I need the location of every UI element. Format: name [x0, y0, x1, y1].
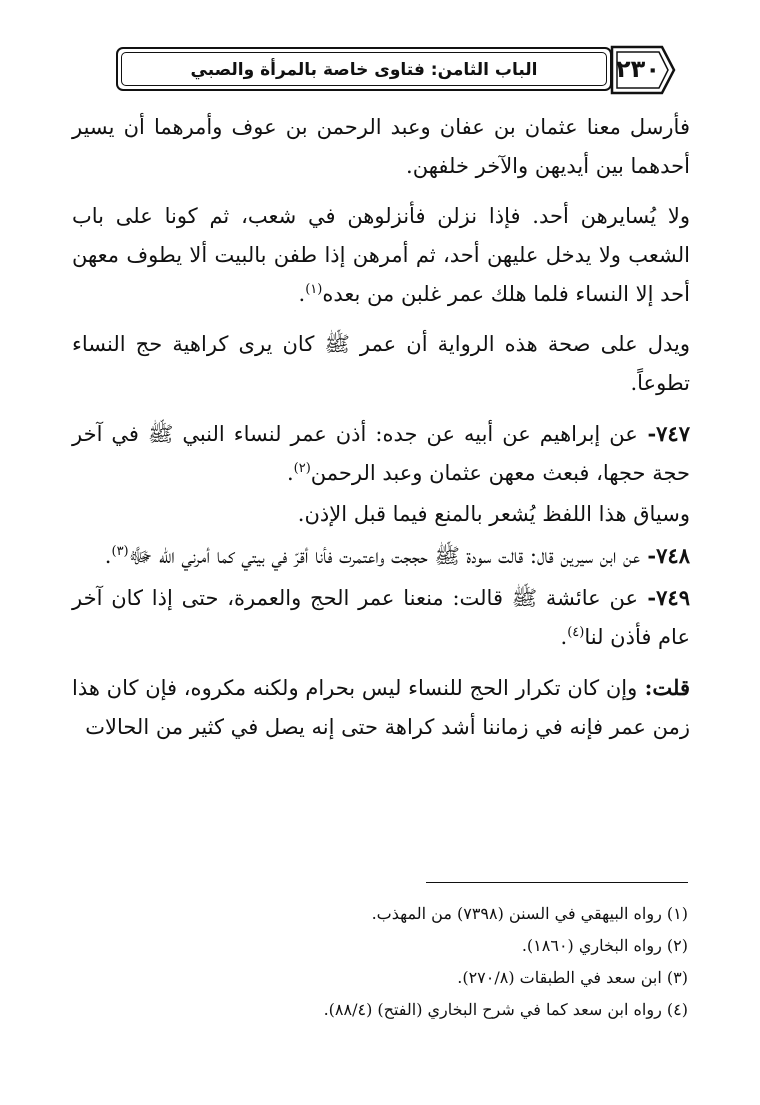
- chapter-title: الباب الثامن: فتاوى خاصة بالمرأة والصبي: [121, 52, 607, 86]
- footnote-item: (١) رواه البيهقي في السنن (٧٣٩٨) من المهذب.: [371, 904, 688, 923]
- paragraph-text: فأرسل معنا عثمان بن عفان وعبد الرحمن بن عوف وأمرهما أن يسير أحدهما بين أيديهن والآخر خلفهن.: [72, 115, 690, 178]
- page-number-tag: [604, 43, 676, 97]
- paragraph-lead: قلت:: [637, 675, 690, 700]
- paragraph: [72, 197, 690, 314]
- main-text: [72, 108, 690, 758]
- footnote-ref[interactable]: (٣): [111, 544, 129, 559]
- footnote-item: (٤) رواه ابن سعد كما في شرح البخاري (الفتح) (٨٨/٤).: [323, 1000, 688, 1019]
- hadith-number: ٧٤٨-: [640, 543, 690, 568]
- paragraph-end: .: [298, 282, 306, 306]
- paragraph: [72, 108, 690, 186]
- paragraph-end: .: [286, 461, 294, 485]
- footnotes: [240, 898, 688, 1026]
- paragraph-text: عن إبراهيم عن أبيه عن جده: أذن عمر لنساء النبي ﷺ في آخر حجة حجها، فبعث معهن عثمان وعبد الرحمن: [72, 422, 690, 485]
- page-header: [116, 43, 676, 97]
- footnote-ref[interactable]: (٢): [293, 461, 311, 476]
- paragraph: [72, 325, 690, 403]
- page-number: ٢٣٠: [616, 55, 660, 83]
- hadith-paragraph: [72, 536, 690, 576]
- footnote-divider: [426, 882, 688, 883]
- paragraph-text: ويدل على صحة هذه الرواية أن عمر ﷺ كان يرى كراهية حج النساء تطوعاً.: [72, 332, 690, 395]
- paragraph-text: وسياق هذا اللفظ يُشعر بالمنع فيما قبل الإذن.: [297, 502, 690, 526]
- paragraph-text: وإن كان تكرار الحج للنساء ليس بحرام ولكنه مكروه، فإن كان هذا زمن عمر فإنه في زماننا أشد كراهة حتى إنه يصل في كثير من الحالات: [72, 676, 690, 739]
- paragraph: [72, 495, 690, 534]
- paragraph-text: ولا يُسايرهن أحد. فإذا نزلن فأنزلوهن في شعب، ثم كونا على باب الشعب ولا يدخل عليهن أحد، ثم أمرهن إذا طفن بالبيت ألا يطوف معهن أحد إلا النساء فلما هلك عمر غلبن من بعده: [72, 204, 690, 306]
- paragraph: [72, 668, 690, 747]
- hadith-number: ٧٤٧-: [637, 421, 690, 446]
- footnote-item: (٣) ابن سعد في الطبقات (٢٧٠/٨).: [457, 968, 688, 987]
- chapter-title-box: [116, 47, 612, 91]
- hadith-paragraph: [72, 578, 690, 657]
- paragraph-text: عن عائشة ﷺ قالت: منعنا عمر الحج والعمرة، حتى إذا كان آخر عام فأذن لنا: [72, 586, 690, 649]
- hadith-paragraph: [72, 414, 690, 493]
- paragraph-text: عن ابن سيرين قال: قالت سودة ﷺ حججت واعتمرت فأنا أقرّ في بيتي كما أمرني الله ﷻ: [128, 544, 641, 568]
- paragraph-end: .: [104, 544, 112, 568]
- hadith-number: ٧٤٩-: [638, 585, 690, 610]
- footnote-ref[interactable]: (١): [305, 282, 323, 297]
- paragraph-end: .: [560, 625, 568, 649]
- footnote-ref[interactable]: (٤): [567, 625, 585, 640]
- footnote-item: (٢) رواه البخاري (١٨٦٠).: [521, 936, 688, 955]
